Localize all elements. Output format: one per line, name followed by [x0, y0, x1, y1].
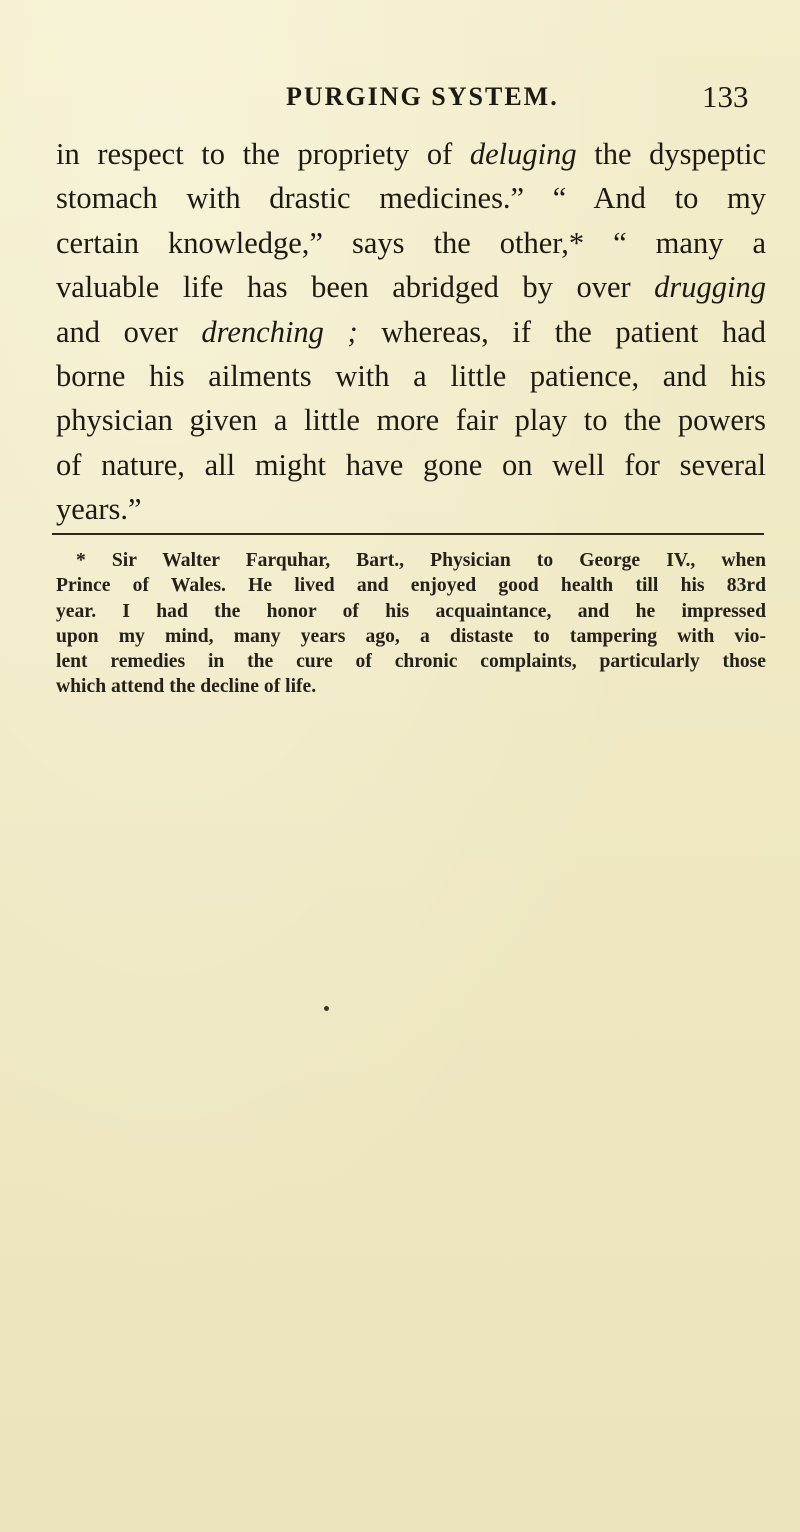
page-number: 133 [702, 79, 749, 114]
body-line: of nature, all might have gone on well for several [56, 447, 766, 482]
body-line: in respect to the propriety of deluging the dyspeptic [56, 137, 766, 171]
ink-speck [324, 1006, 329, 1011]
italic-word: drenching ; [201, 314, 358, 349]
body-paragraph [56, 132, 766, 532]
footnote-line: upon my mind, many years ago, a distaste to tampering with vio- [56, 625, 766, 647]
footnote-line: Prince of Wales. He lived and enjoyed good health till his 83rd [56, 575, 766, 597]
running-head [0, 79, 800, 122]
body-line: stomach with drastic medicines.” “ And to my [56, 181, 766, 216]
footnote-divider [52, 533, 764, 535]
body-line: and over drenching ; whereas, if the patient had [56, 314, 767, 349]
footnote-line-last: which attend the decline of life. [56, 676, 317, 698]
body-line: certain knowledge,” says the other,* “ many a [56, 225, 766, 260]
body-line: valuable life has been abridged by over drugging [56, 270, 766, 305]
body-line: physician given a little more fair play to the powers [56, 403, 766, 438]
footnote [56, 548, 766, 700]
running-title: PURGING SYSTEM. [286, 82, 559, 111]
footnote-line: * Sir Walter Farquhar, Bart., Physician to George IV., when [76, 550, 766, 571]
italic-word: deluging [469, 137, 577, 171]
body-line-last: years.” [56, 492, 142, 527]
italic-word: drugging [654, 270, 766, 305]
body-line: borne his ailments with a little patience, and his [56, 358, 766, 393]
footnote-line: year. I had the honor of his acquaintance, and he impressed [56, 600, 766, 622]
footnote-line: lent remedies in the cure of chronic complaints, particularly those [56, 651, 766, 673]
